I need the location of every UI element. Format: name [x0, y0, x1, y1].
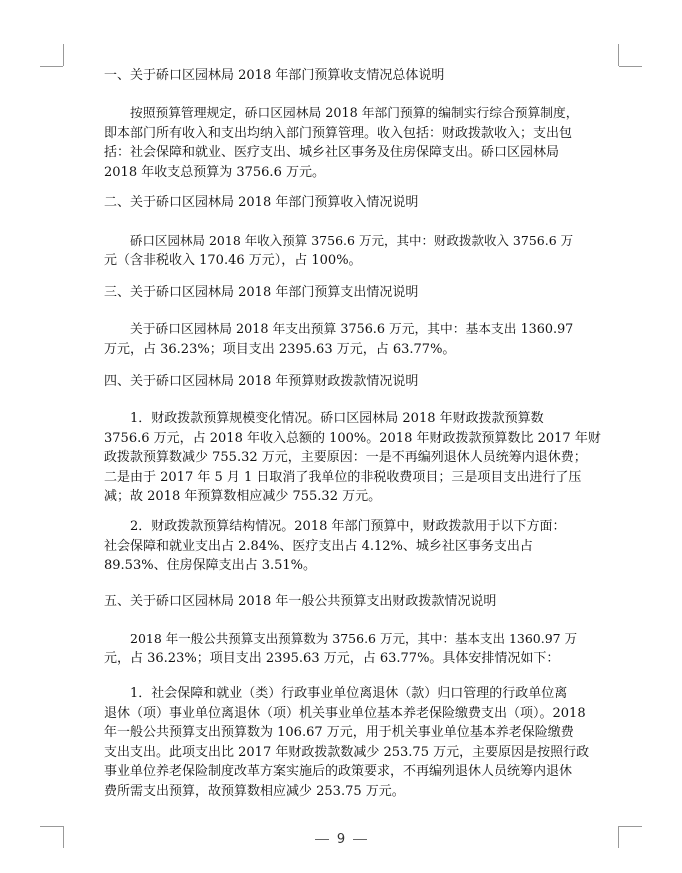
- crop-mark-bottom-right: [619, 826, 642, 827]
- paragraph-line: 1．社会保障和就业（类）行政事业单位离退休（款）归口管理的行政单位离: [130, 686, 568, 701]
- section-heading: 三、关于硚口区园林局 2018 年部门预算支出情况说明: [104, 285, 419, 300]
- paragraph: [104, 231, 606, 270]
- crop-mark-top-left: [63, 44, 64, 66]
- page-number: [0, 832, 682, 847]
- paragraph-line: 3756.6 万元，占 2018 年收入总额的 100%。2018 年财政拨款预算数比 2017 年财: [104, 430, 601, 446]
- paragraph-line: 按照预算管理规定，硚口区园林局 2018 年部门预算的编制实行综合预算制度，: [130, 106, 579, 121]
- paragraph: [104, 684, 606, 802]
- paragraph-line: 年一般公共预算支出预算数为 106.67 万元，用于机关事业单位基本养老保险缴费: [104, 725, 574, 741]
- paragraph-line: 即本部门所有收入和支出均纳入部门预算管理。收入包括：财政拨款收入；支出包: [104, 125, 573, 141]
- paragraph-line: 社会保障和就业支出占 2.84%、医疗支出占 4.12%、城乡社区事务支出占: [104, 538, 533, 554]
- paragraph-line: 费所需支出预算，故预算数相应减少 253.75 万元。: [104, 783, 405, 799]
- crop-mark-top-right: [619, 66, 642, 67]
- paragraph-line: 万元，占 36.23%；项目支出 2395.63 万元，占 63.77%。: [104, 341, 456, 357]
- section-heading: 五、关于硚口区园林局 2018 年一般公共预算支出财政拨款情况说明: [104, 594, 497, 609]
- paragraph: [104, 320, 606, 359]
- section-heading: 二、关于硚口区园林局 2018 年部门预算收入情况说明: [104, 195, 419, 210]
- paragraph: [104, 629, 606, 668]
- crop-mark-bottom-left: [40, 826, 63, 827]
- paragraph: [104, 517, 606, 576]
- paragraph-line: 2018 年一般公共预算支出预算数为 3756.6 万元，其中：基本支出 1360.97 万: [130, 631, 578, 646]
- page-number-value: 9: [336, 832, 346, 847]
- paragraph-line: 退休（项）事业单位离退休（项）机关事业单位基本养老保险缴费支出（项）。2018: [104, 705, 586, 721]
- paragraph-line: 事业单位养老保险制度改革方案实施后的政策要求，不再编列退休人员统筹内退休: [104, 764, 573, 780]
- paragraph-line: 硚口区园林局 2018 年收入预算 3756.6 万元，其中：财政拨款收入 3756.6 万: [130, 233, 574, 248]
- paragraph-line: 支出支出。此项支出比 2017 年财政拨款数减少 253.75 万元，主要原因是按照行政: [104, 744, 590, 760]
- paragraph-line: 元（含非税收入 170.46 万元），占 100%。: [104, 252, 362, 268]
- paragraph-line: 元，占 36.23%；项目支出 2395.63 万元，占 63.77%。具体安排情况如下：: [104, 650, 560, 666]
- section-heading: 四、关于硚口区园林局 2018 年预算财政拨款情况说明: [104, 374, 419, 389]
- paragraph-line: 2．财政拨款预算结构情况。2018 年部门预算中，财政拨款用于以下方面：: [130, 519, 566, 534]
- crop-mark-top-left: [40, 66, 63, 67]
- paragraph-line: 二是由于 2017 年 5 月 1 日取消了我单位的非税收费项目；三是项目支出进行了压: [104, 469, 582, 485]
- paragraph-line: 减；故 2018 年预算数相应减少 755.32 万元。: [104, 489, 382, 505]
- page-number-dash: [315, 839, 329, 840]
- paragraph-line: 1．财政拨款预算规模变化情况。硚口区园林局 2018 年财政拨款预算数: [130, 411, 544, 426]
- paragraph-line: 89.53%、住房保障支出占 3.51%。: [104, 558, 316, 574]
- paragraph-line: 2018 年收支总预算为 3756.6 万元。: [104, 164, 325, 180]
- section-heading: 一、关于硚口区园林局 2018 年部门预算收支情况总体说明: [104, 68, 445, 83]
- paragraph-line: 政拨款预算数减少 755.32 万元，主要原因：一是不再编列退休人员统筹内退休费；: [104, 450, 587, 466]
- page-number-dash: [353, 839, 367, 840]
- crop-mark-top-right: [618, 44, 619, 66]
- paragraph: [104, 104, 606, 182]
- paragraph: [104, 409, 606, 507]
- paragraph-line: 关于硚口区园林局 2018 年支出预算 3756.6 万元，其中：基本支出 1360.97: [130, 322, 574, 337]
- paragraph-line: 括：社会保障和就业、医疗支出、城乡社区事务及住房保障支出。硚口区园林局: [104, 145, 560, 161]
